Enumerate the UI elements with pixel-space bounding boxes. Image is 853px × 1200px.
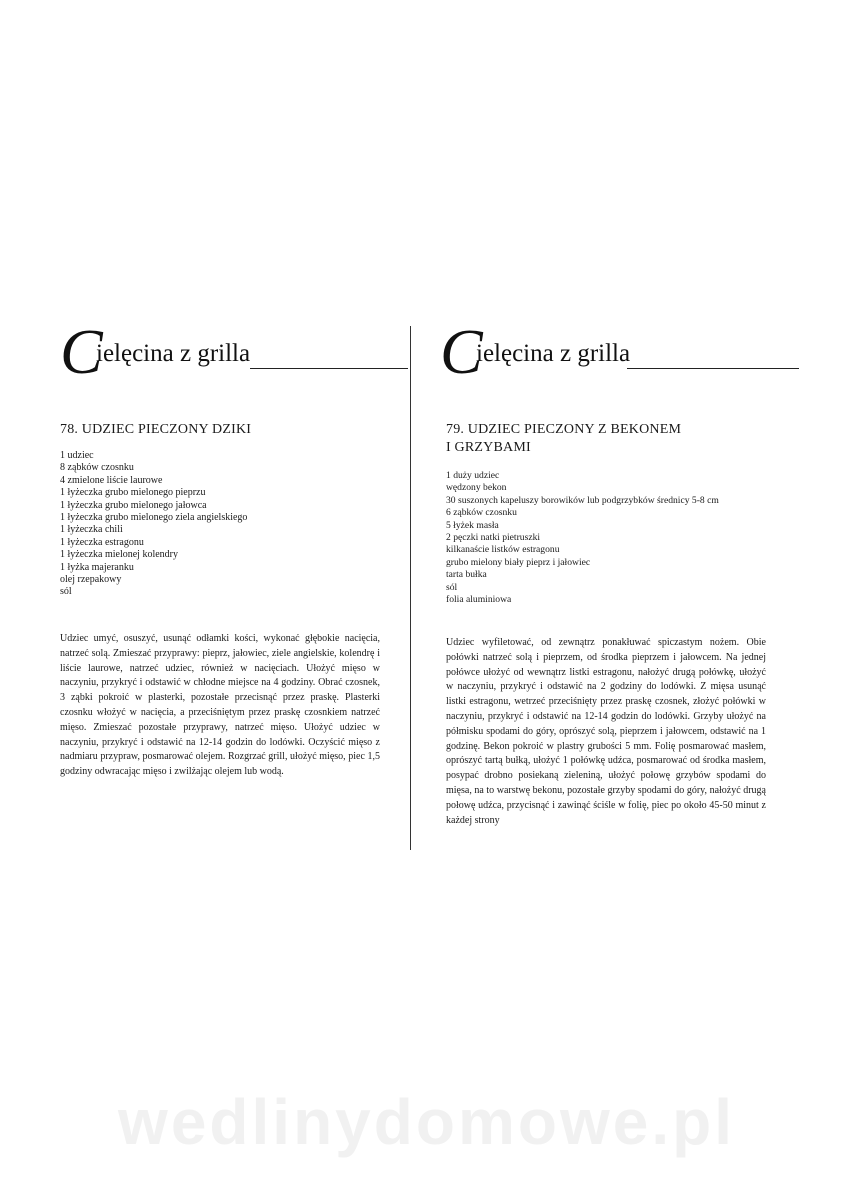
page-divider — [410, 326, 411, 850]
recipe-title: 79. UDZIEC PIECZONY Z BEKONEM — [446, 422, 682, 437]
ingredient-item: 4 zmielone liście laurowe — [60, 474, 163, 486]
ingredient-item: tarta bułka — [446, 569, 487, 581]
ingredient-item: 30 suszonych kapeluszy borowików lub podgrzybków średnicy 5-8 cm — [446, 494, 719, 506]
ingredient-item: 1 łyżeczka grubo mielonego ziela angielskiego — [60, 512, 248, 524]
header-title: ielęcina z grilla — [476, 340, 631, 367]
method-text: Udziec umyć, osuszyć, usunąć odłamki kości, wykonać głębokie nacięcia, natrzeć solą. Zmieszać przyprawy: pieprz, jałowiec, ziele angielskie, kolendrę i liście laurowe, natrzeć udziec, również w nacięciach. Ułożyć mięso w naczyniu, przykryć i odstawić w chłodne miejsce na 4 godziny. Obrać czosnek, 3 ząbki pokroić w plasterki, pozostałe przecisnąć przez praskę. Plasterki czosnku włożyć w nacięcia, a przeciśniętym przez praskę czosnkiem natrzeć mięso. Zmieszać pozostałe przyprawy, natrzeć mięso. Ułożyć udziec w naczyniu, przykryć i odstawić na 12-14 godzin do lodówki. Oczyścić mięso z nadmiaru przypraw, posmarować olejem. Rozgrzać grill, ułożyć mięso, piec 1,5 godziny odwracając mięso i zwilżając olejem lub wodą. — [60, 633, 380, 778]
ingredient-item: 8 ząbków czosnku — [60, 462, 134, 474]
ingredient-item: sól — [446, 581, 458, 593]
left-page-header — [60, 300, 385, 387]
recipe-title-continued: I GRZYBAMI — [446, 440, 531, 455]
method-text: Udziec wyfiletować, od zewnątrz ponakłuwać spiczastym nożem. Obie połówki natrzeć solą i pieprzem, od środka pieprzem i jałowcem. Na jednej połówce ułożyć od wewnątrz listki estragonu, nałożyć drugą połówkę, ułożyć w naczyniu, przykryć i odstawić na 2 godziny do lodówki. Z mięsa usunąć listki estragonu, wetrzeć przeciśnięty przez praskę czosnek, złożyć połówki w naczyniu, przykryć i odstawić na 12-14 godzin do lodówki. Grzyby ułożyć na półmisku spodami do góry, oprószyć solą, pieprzem i jałowcem, odstawić na 1 godzinę. Bekon pokroić w plastry grubości 5 mm. Folię posmarować masłem, oprószyć tartą bułką, ułożyć 1 połówkę udźca, posmarować od środka masłem, posypać drobno posiekaną zieleniną, ułożyć połowę grzybów spodami do mięsa, na to warstwę bekonu, pozostałe grzyby spodami do góry, nałożyć drugą połowę udźca, przycisnąć i zawinąć ściśle w folię, piec po około 45-50 minut z każdej strony — [446, 637, 766, 826]
ingredient-item: olej rzepakowy — [60, 574, 122, 586]
ingredient-item: 2 pęczki natki pietruszki — [446, 532, 541, 544]
ingredient-item: 1 łyżeczka estragonu — [60, 536, 144, 548]
ingredient-item: sól — [60, 586, 72, 598]
watermark-text: wedlinydomowe.pl — [118, 1086, 735, 1158]
ingredient-item: 1 łyżeczka grubo mielonego jałowca — [60, 499, 207, 511]
ingredient-item: folia aluminiowa — [446, 594, 512, 606]
ingredient-item: 1 duży udziec — [446, 470, 500, 481]
header-rule — [250, 368, 408, 369]
right-page — [440, 300, 770, 826]
header-initial: C — [60, 316, 103, 387]
ingredient-item: kilkanaście listków estragonu — [446, 544, 560, 556]
ingredient-item: 1 udziec — [60, 450, 94, 461]
ingredient-item: 1 łyżeczka chili — [60, 524, 123, 536]
ingredient-item: 1 łyżeczka mielonej kolendry — [60, 549, 179, 561]
header-title: ielęcina z grilla — [96, 340, 251, 367]
ingredient-list — [446, 470, 719, 606]
ingredient-list — [60, 450, 247, 599]
ingredient-item: grubo mielony biały pieprz i jałowiec — [446, 556, 591, 568]
header-rule — [627, 368, 799, 369]
header-initial: C — [440, 316, 483, 387]
ingredient-item: 1 łyżeczka grubo mielonego pieprzu — [60, 487, 206, 499]
recipe-title: 78. UDZIEC PIECZONY DZIKI — [60, 422, 252, 437]
ingredient-item: 5 łyżek masła — [446, 519, 499, 531]
ingredient-item: wędzony bekon — [446, 482, 507, 494]
left-page — [60, 300, 385, 778]
ingredient-item: 1 łyżka majeranku — [60, 561, 134, 573]
ingredient-item: 6 ząbków czosnku — [446, 507, 517, 519]
right-page-header — [440, 300, 770, 387]
